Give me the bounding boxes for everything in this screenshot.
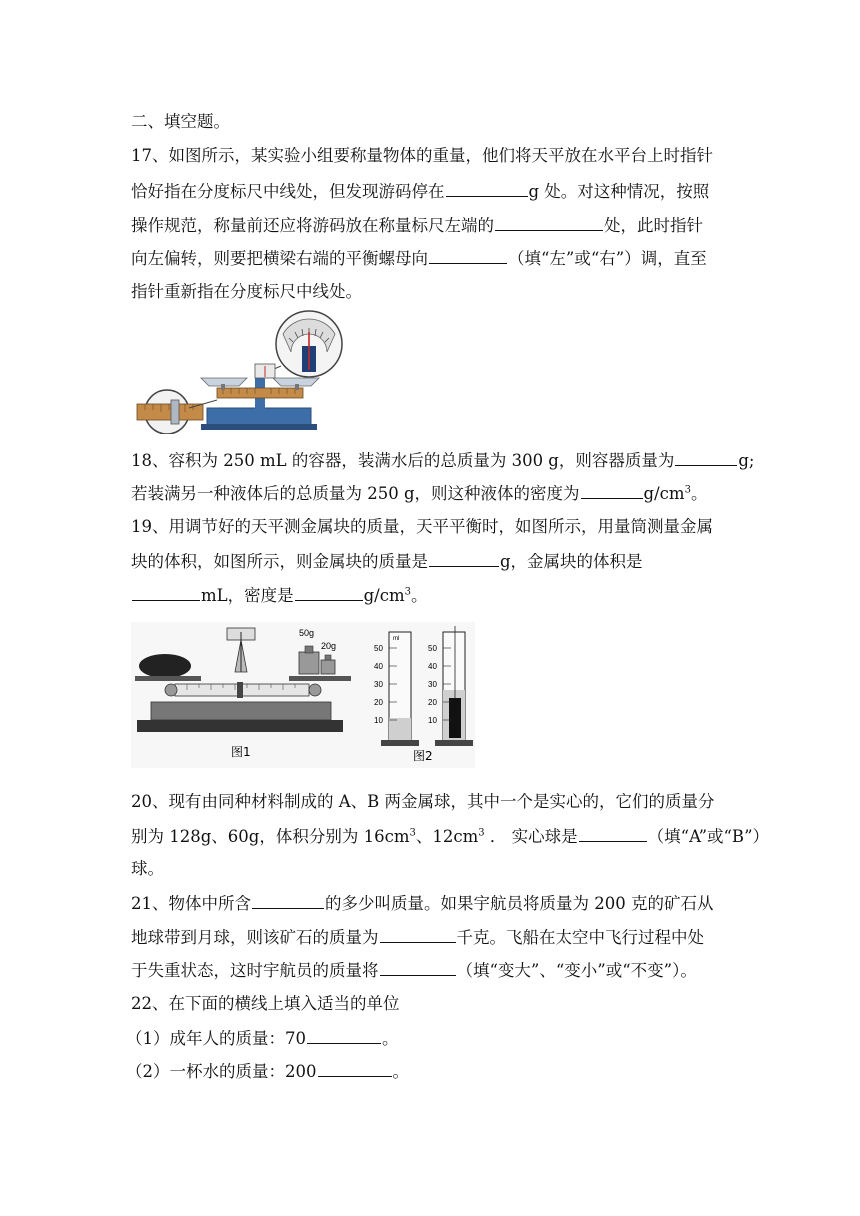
q22-text: （2）一杯水的质量：200 xyxy=(126,1062,317,1081)
q17-line-3 xyxy=(131,214,703,237)
q17-text: （填“左”或“右”）调，直至 xyxy=(508,249,707,268)
figure-1-label: 图1 xyxy=(231,745,251,759)
answer-blank[interactable] xyxy=(579,825,647,842)
q20-text: ． 实心球是 xyxy=(484,827,578,846)
answer-blank[interactable] xyxy=(446,180,528,197)
answer-blank[interactable] xyxy=(380,959,456,976)
answer-blank[interactable] xyxy=(307,1027,381,1044)
q19-line-2 xyxy=(131,550,643,573)
q18-text: g; xyxy=(738,451,755,470)
answer-blank[interactable] xyxy=(252,892,324,909)
q17-line-1: 17、如图所示，某实验小组要称量物体的重量，他们将天平放在水平台上时指针 xyxy=(131,146,713,165)
q19-text: g/cm xyxy=(363,586,405,605)
answer-blank[interactable] xyxy=(675,449,737,466)
q21-text: （填“变大”、“变小”或“不变”）。 xyxy=(456,961,697,980)
q19-text: 。 xyxy=(411,586,428,605)
q20-line-1: 20、现有由同种材料制成的 A、B 两金属球，其中一个是实心的，它们的质量分 xyxy=(131,792,715,811)
q21-text: 地球带到月球，则该矿石的质量为 xyxy=(131,928,379,947)
tick-label: 50 xyxy=(428,644,437,653)
balance-cylinder-figure-q19 xyxy=(131,622,475,768)
q18-text: g/cm xyxy=(643,484,685,503)
superscript: 3 xyxy=(478,827,485,839)
q22-line-2 xyxy=(126,1027,399,1050)
q17-line-5: 指针重新指在分度标尺中线处。 xyxy=(131,282,362,301)
q22-text: 。 xyxy=(382,1029,399,1048)
q17-text: 向左偏转，则要把横梁右端的平衡螺母向 xyxy=(131,249,428,268)
q17-line-2 xyxy=(131,180,709,203)
tick-label: 50 xyxy=(374,644,383,653)
answer-blank[interactable] xyxy=(380,926,456,943)
q18-line-2 xyxy=(131,482,707,505)
q17-line-4 xyxy=(131,247,707,270)
q21-line-3 xyxy=(131,959,697,982)
q21-line-1 xyxy=(131,892,713,915)
q18-text: 若装满另一种液体后的总质量为 250 g，则这种液体的密度为 xyxy=(131,484,580,503)
q20-text: （填“A”或“B”） xyxy=(647,827,769,846)
tick-label: 20 xyxy=(428,698,437,707)
answer-blank[interactable] xyxy=(429,550,499,567)
answer-blank[interactable] xyxy=(318,1060,392,1077)
weight-20g-icon xyxy=(321,660,335,674)
q17-text: 操作规范，称量前还应将游码放在称量标尺左端的 xyxy=(131,216,494,235)
metal-block-icon xyxy=(139,654,191,678)
q17-text: 恰好指在分度标尺中线处，但发现游码停在 xyxy=(131,182,445,201)
q18-text: 。 xyxy=(690,484,708,503)
q19-text: mL，密度是 xyxy=(201,586,294,605)
answer-blank[interactable] xyxy=(295,584,363,601)
section-title: 二、填空题。 xyxy=(131,112,230,131)
tick-label: 10 xyxy=(428,716,437,725)
q21-text: 于失重状态，这时宇航员的质量将 xyxy=(131,961,379,980)
q17-text: 处，此时指针 xyxy=(604,216,703,235)
weight-50g-icon xyxy=(299,652,319,674)
superscript: 3 xyxy=(684,484,691,496)
q22-line-1: 22、在下面的横线上填入适当的单位 xyxy=(131,994,400,1013)
balance-figure-q17 xyxy=(131,308,361,434)
q22-line-3 xyxy=(126,1060,409,1083)
q19-line-3 xyxy=(131,584,428,607)
q21-text: 21、物体中所含 xyxy=(131,894,251,913)
q18-line-1 xyxy=(131,449,755,472)
q19-text: 块的体积，如图所示，则金属块的质量是 xyxy=(131,552,428,571)
q22-text: （1）成年人的质量：70 xyxy=(126,1029,306,1048)
tick-label: 30 xyxy=(428,680,437,689)
tick-label: 40 xyxy=(428,662,437,671)
tick-label: 10 xyxy=(374,716,383,725)
cylinder-unit: ml xyxy=(393,636,400,642)
q22-text: 。 xyxy=(392,1062,409,1081)
q21-text: 的多少叫质量。如果宇航员将质量为 200 克的矿石从 xyxy=(325,894,714,913)
q17-text: g 处。对这种情况，按照 xyxy=(528,182,710,201)
superscript: 3 xyxy=(404,586,411,598)
q20-line-3: 球。 xyxy=(131,859,164,878)
q20-line-2 xyxy=(131,825,769,848)
weight-20g-label: 20g xyxy=(321,641,337,651)
tick-label: 30 xyxy=(374,680,383,689)
q18-text: 18、容积为 250 mL 的容器，装满水后的总质量为 300 g，则容器质量为 xyxy=(131,451,675,470)
q20-text: 、12cm xyxy=(415,827,479,846)
q21-text: 千克。飞船在太空中飞行过程中处 xyxy=(456,928,704,947)
superscript: 3 xyxy=(409,827,416,839)
q19-line-1: 19、用调节好的天平测金属块的质量，天平平衡时，如图所示，用量筒测量金属 xyxy=(131,517,713,536)
answer-blank[interactable] xyxy=(581,482,643,499)
answer-blank[interactable] xyxy=(429,247,507,264)
weight-50g-label: 50g xyxy=(299,628,315,638)
q21-line-2 xyxy=(131,926,704,949)
figure-2-label: 图2 xyxy=(413,749,433,763)
tick-label: 40 xyxy=(374,662,383,671)
answer-blank[interactable] xyxy=(495,214,603,231)
answer-blank[interactable] xyxy=(132,584,200,601)
q19-text: g，金属块的体积是 xyxy=(500,552,643,571)
q20-text: 别为 128g、60g，体积分别为 16cm xyxy=(131,827,410,846)
tick-label: 20 xyxy=(374,698,383,707)
